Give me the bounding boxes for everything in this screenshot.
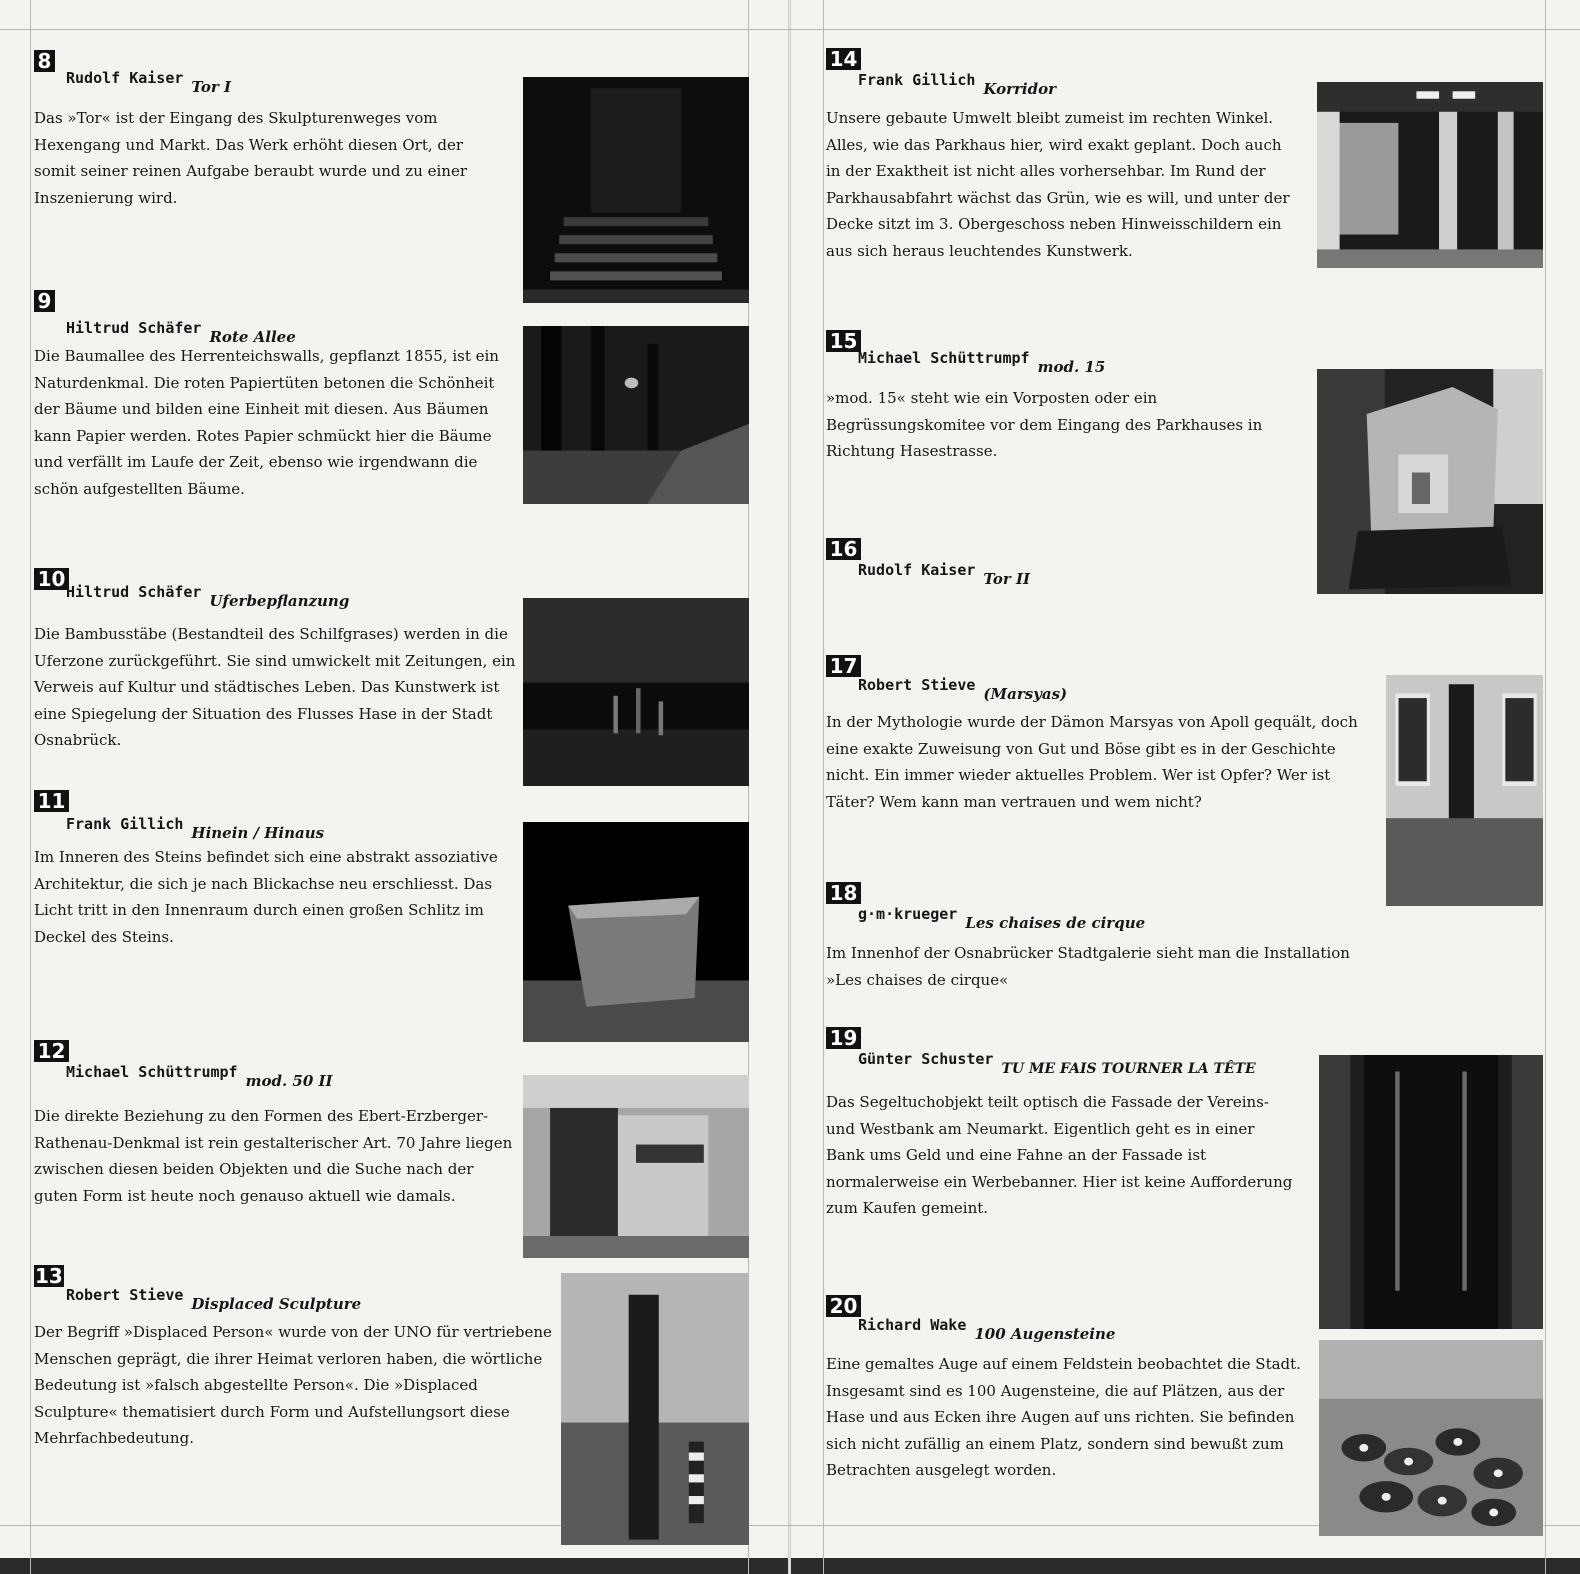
photo-100-augensteine — [1319, 1340, 1543, 1536]
entry-description: Die direkte Beziehung zu den Formen des Ebert-Erzberger-Rathenau-Denkmal ist rein gestalterischer Art. 70 Jahre liegen zwischen diesen beiden Objekten und die Suche nach der guten Form ist heute noch genauso aktuell wie damals. — [34, 1107, 513, 1205]
entry-artist: Günter Schuster — [858, 1050, 994, 1068]
entry-19 — [826, 1027, 1316, 1227]
entry-number: 19 — [826, 1027, 861, 1049]
entry-heading — [858, 70, 1057, 98]
entry-heading — [66, 318, 296, 346]
entry-artist: Rudolf Kaiser — [66, 69, 184, 87]
entry-artist: Hiltrud Schäfer — [66, 583, 202, 601]
entry-artist: Richard Wake — [858, 1316, 967, 1334]
entry-description: Unsere gebaute Umwelt bleibt zumeist im rechten Winkel. Alles, wie das Parkhaus hier, wird exakt geplant. Doch auch in der Exaktheit ist nicht alles vorhersehbar. Im Rund der Parkhausabfahrt wächst das Grün, wie es will, und unter der Decke sitzt im 3. Obergeschoss neben Hinweisschildern ein aus sich heraus leuchtendes Kunstwerk. — [826, 109, 1290, 260]
entry-title: Tor I — [191, 78, 231, 96]
entry-artist: Robert Stieve — [66, 1286, 184, 1304]
photo-tu-me-fais-tourner — [1319, 1055, 1543, 1329]
photo-mod-50-ii — [523, 1075, 749, 1258]
entry-heading — [858, 348, 1106, 376]
entry-description: Das Segeltuchobjekt teilt optisch die Fassade der Vereins- und Westbank am Neumarkt. Eigentlich geht es in einer Bank ums Geld und eine Fahne an der Fassade ist normalerweise ein Werbebanner. Hier ist keine Aufforderung zum Kaufen gemeint. — [826, 1093, 1293, 1217]
entry-number: 17 — [826, 655, 861, 677]
entry-number: 9 — [34, 290, 55, 312]
entry-artist: Frank Gillich — [858, 71, 976, 89]
entry-description: Das »Tor« ist der Eingang des Skulpturenweges vom Hexengang und Markt. Das Werk erhöht diesen Ort, der somit seiner reinen Aufgabe beraubt wurde und zu einer Inszenierung wird. — [34, 109, 468, 207]
entry-number: 12 — [34, 1040, 69, 1062]
photo-tor-i — [523, 77, 749, 303]
entry-heading — [858, 904, 1146, 932]
photo-hinein-hinaus — [523, 822, 749, 1042]
entry-15 — [826, 330, 1296, 480]
entry-artist: Hiltrud Schäfer — [66, 319, 202, 337]
photo-korridor — [1317, 82, 1543, 268]
entry-heading — [858, 675, 1068, 703]
entry-heading — [66, 1062, 333, 1090]
entry-13 — [34, 1265, 554, 1465]
entry-16 — [826, 538, 1296, 598]
entry-heading — [66, 814, 325, 842]
entry-number: 18 — [826, 882, 861, 904]
entry-description: Die Baumallee des Herrenteichswalls, gepflanzt 1855, ist ein Naturdenkmal. Die roten Papiertüten betonen die Schönheit der Bäume und bilden eine Einheit mit diesen. Aus Bäumen kann Papier werden. Rotes Papier schmückt hier die Bäume und verfällt im Laufe der Zeit, ebenso wie irgendwann die schön aufgestellten Bäume. — [34, 347, 499, 498]
entry-number: 20 — [826, 1295, 861, 1317]
entry-description: Im Innenhof der Osnabrücker Stadtgalerie sieht man die Installation »Les chaises de cirque« — [826, 944, 1350, 989]
photo-uferbepflanzung — [523, 598, 749, 786]
entry-number: 16 — [826, 538, 861, 560]
entry-description: »mod. 15« steht wie ein Vorposten oder ein Begrüssungskomitee vor dem Eingang des Parkhauses in Richtung Hasestrasse. — [826, 389, 1263, 460]
entry-number: 15 — [826, 330, 861, 352]
entry-11 — [34, 790, 524, 970]
entry-artist: Robert Stieve — [858, 676, 976, 694]
entry-12 — [34, 1040, 524, 1230]
entry-description: In der Mythologie wurde der Dämon Marsyas von Apoll gequält, doch eine exakte Zuweisung von Gut und Böse gibt es in der Geschichte nicht. Ein immer wieder aktuelles Problem. Wer ist Opfer? Wer ist Täter? Wem kann man vertrauen und wem nicht? — [826, 713, 1358, 811]
entry-description: Eine gemaltes Auge auf einem Feldstein beobachtet die Stadt. Insgesamt sind es 100 Augensteine, die auf Plätzen, aus der Hase und aus Ecken ihre Augen auf uns richten. Sie befinden sich nicht zufällig an einem Platz, sondern sind bewußt zum Betrachten ausgelegt worden. — [826, 1355, 1301, 1479]
entry-number: 10 — [34, 568, 69, 590]
entry-18 — [826, 882, 1386, 1002]
entry-title: Displaced Sculpture — [191, 1295, 362, 1313]
entry-description: Der Begriff »Displaced Person« wurde von der UNO für vertriebene Menschen geprägt, die ihrer Heimat verloren haben, die wörtliche Bedeutung ist »falsch abgestellte Person«. Die »Displaced Sculpture« thematisiert durch Form und Aufstellungsort diese Mehrfachbedeutung. — [34, 1323, 552, 1447]
entry-artist: Michael Schüttrumpf — [858, 349, 1030, 367]
entry-description: Im Inneren des Steins befindet sich eine abstrakt assoziative Architektur, die sich je nach Blickachse neu erschliesst. Das Licht tritt in den Innenraum durch einen großen Schlitz im Deckel des Steins. — [34, 848, 498, 946]
entry-heading — [858, 1315, 1116, 1343]
entry-14 — [826, 48, 1296, 298]
entry-artist: g·m·krueger — [858, 905, 958, 923]
entry-heading — [858, 560, 1031, 588]
photo-displaced-sculpture — [561, 1273, 749, 1545]
right-page — [790, 0, 1580, 1574]
photo-marsyas — [1386, 675, 1543, 906]
entry-title: Korridor — [983, 80, 1057, 98]
entry-number: 13 — [35, 1264, 63, 1288]
entry-9 — [34, 290, 524, 540]
entry-artist: Frank Gillich — [66, 815, 184, 833]
entry-title: mod. 50 II — [245, 1072, 333, 1090]
entry-description: Die Bambusstäbe (Bestandteil des Schilfgrases) werden in die Uferzone zurückgeführt. Sie sind umwickelt mit Zeitungen, ein Verweis auf Kultur und städtisches Leben. Das Kunstwerk ist eine Spiegelung der Situation des Flusses Hase in der Stadt Osnabrück. — [34, 625, 516, 749]
entry-heading — [66, 68, 231, 96]
entry-heading — [66, 582, 350, 610]
entry-number: 11 — [34, 790, 69, 812]
entry-17 — [826, 655, 1386, 855]
entry-10 — [34, 568, 524, 768]
photo-mod-15 — [1317, 369, 1543, 594]
entry-20 — [826, 1295, 1306, 1515]
entry-title: Les chaises de cirque — [965, 914, 1146, 932]
entry-title: (Marsyas) — [983, 685, 1068, 703]
photo-rote-allee — [523, 326, 749, 504]
entry-title: Hinein / Hinaus — [191, 824, 325, 842]
entry-title: Rote Allee — [209, 328, 296, 346]
entry-8 — [34, 50, 514, 220]
entry-title: mod. 15 — [1037, 358, 1106, 376]
entry-title: TU ME FAIS TOURNER LA TÊTE — [1001, 1061, 1256, 1077]
entry-heading — [66, 1285, 362, 1313]
entry-artist: Rudolf Kaiser — [858, 561, 976, 579]
entry-title: Tor II — [983, 570, 1031, 588]
entry-artist: Michael Schüttrumpf — [66, 1063, 238, 1081]
entry-number: 14 — [826, 48, 861, 70]
entry-title: Uferbepflanzung — [209, 592, 350, 610]
entry-heading — [858, 1049, 1256, 1077]
entry-title: 100 Augensteine — [974, 1325, 1116, 1343]
entry-number: 8 — [34, 50, 55, 72]
